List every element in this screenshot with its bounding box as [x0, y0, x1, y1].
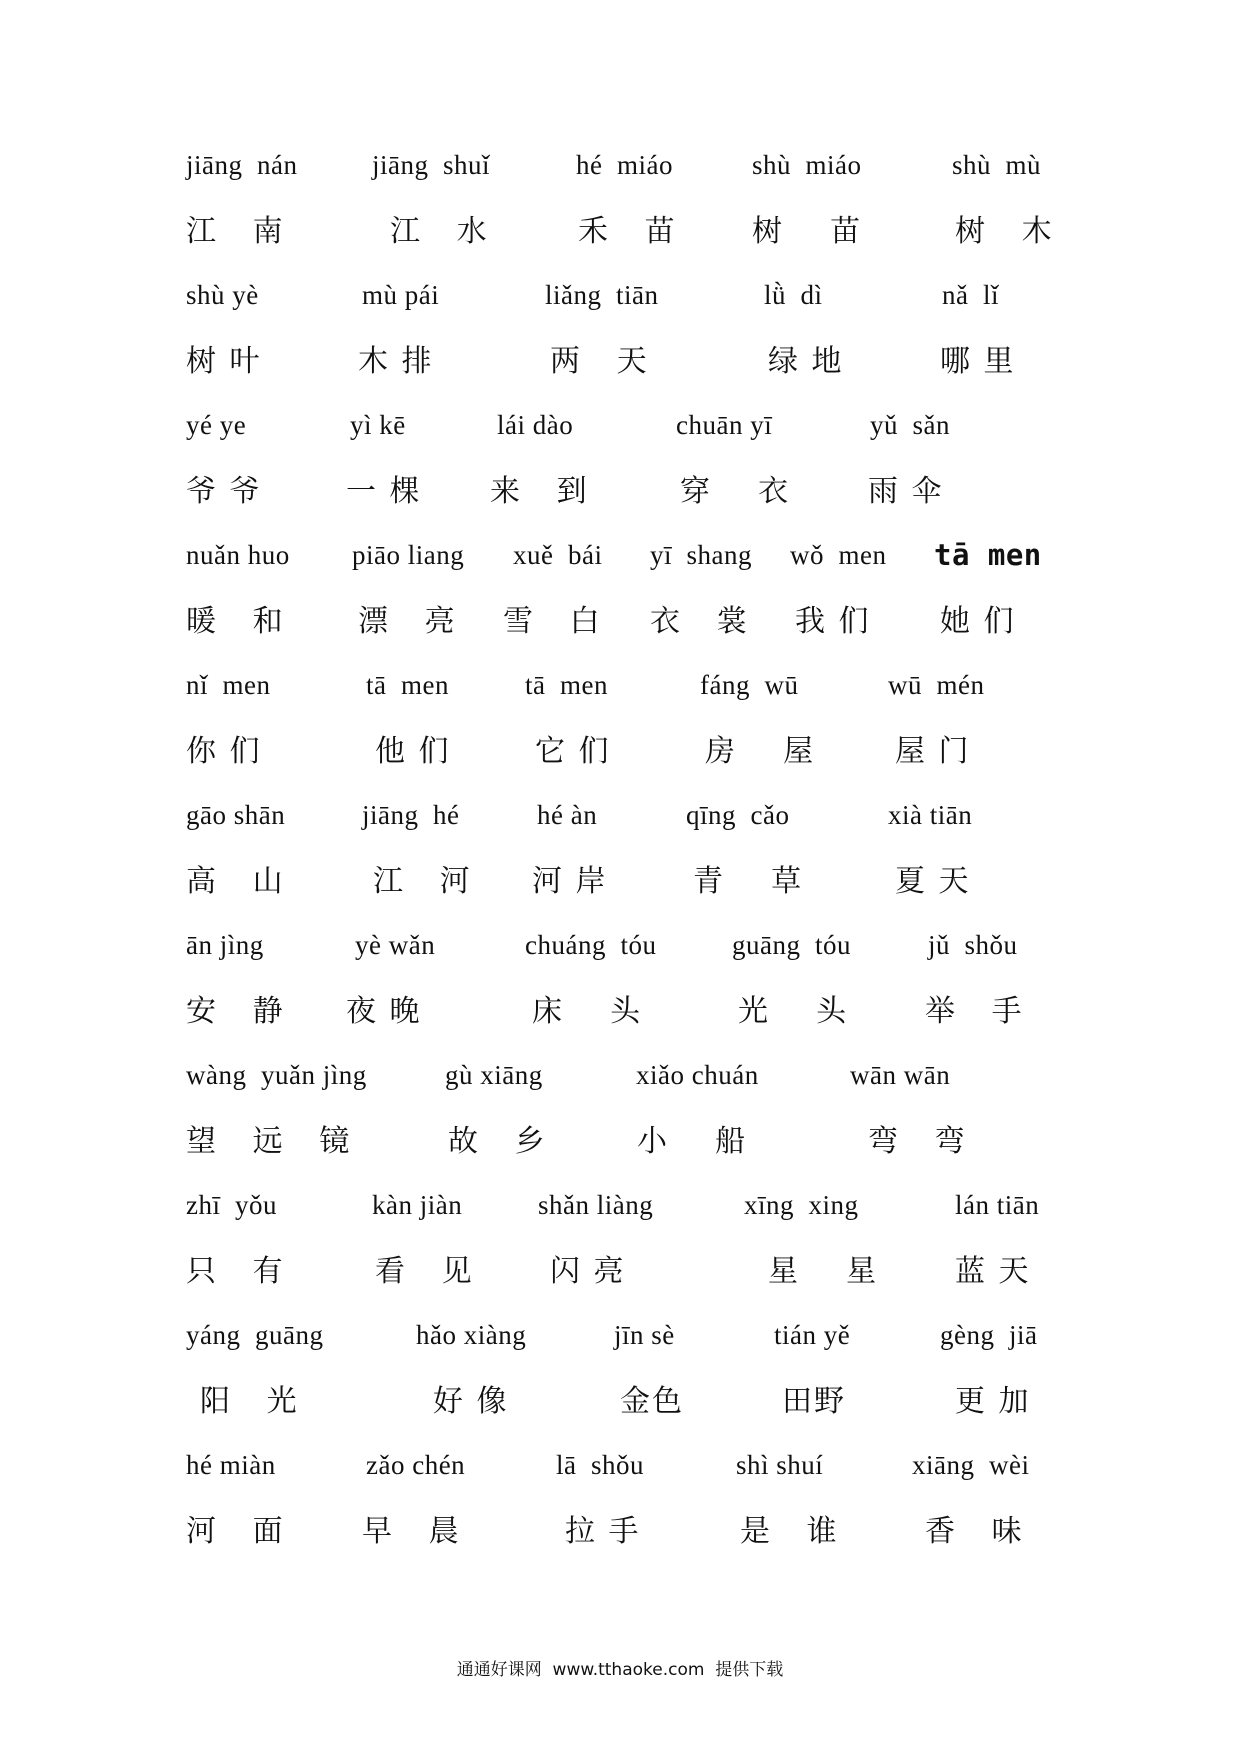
pinyin-word: xiāng wèi: [912, 1450, 1030, 1480]
pinyin-word: tián yě: [774, 1320, 851, 1350]
hanzi-word: 光 头: [738, 994, 849, 1029]
hanzi-word: 高 山: [186, 864, 285, 899]
hanzi-word: 拉 手: [565, 1514, 641, 1549]
hanzi-word: 雪 白: [503, 604, 602, 639]
hanzi-word: 早 晨: [362, 1514, 461, 1549]
hanzi-row: [0, 730, 1240, 780]
hanzi-word: 我 们: [795, 604, 871, 639]
hanzi-word: 阳 光: [200, 1384, 299, 1419]
hanzi-word: 望 远 镜: [186, 1124, 352, 1159]
pinyin-word: wān wān: [850, 1060, 951, 1090]
hanzi-row: [0, 990, 1240, 1040]
pinyin-word: xià tiān: [888, 800, 973, 830]
hanzi-word: 香 味: [925, 1514, 1024, 1549]
hanzi-word: 好 像: [433, 1384, 509, 1419]
hanzi-word: 爷 爷: [186, 474, 262, 509]
hanzi-word: 衣 裳: [650, 604, 749, 639]
hanzi-word: 夏 天: [895, 864, 971, 899]
pinyin-word: zhī yǒu: [186, 1190, 277, 1220]
pinyin-row: [0, 145, 1240, 195]
hanzi-word: 床 头: [532, 994, 643, 1029]
hanzi-word: 树 叶: [186, 344, 262, 379]
pinyin-word: liǎng tiān: [545, 280, 659, 310]
hanzi-word: 举 手: [925, 994, 1024, 1029]
hanzi-word: 你 们: [186, 734, 262, 769]
hanzi-word: 夜 晚: [346, 994, 422, 1029]
pinyin-word: tā men: [366, 670, 449, 700]
pinyin-word: jiāng nán: [186, 150, 298, 180]
pinyin-row: [0, 1445, 1240, 1495]
pinyin-word: yī shang: [650, 540, 752, 570]
pinyin-word: zǎo chén: [366, 1450, 466, 1480]
hanzi-word: 它 们: [535, 734, 611, 769]
hanzi-row: [0, 1510, 1240, 1560]
hanzi-word: 故 乡: [448, 1124, 547, 1159]
pinyin-word: tā men: [934, 538, 1042, 572]
pinyin-word: wàng yuǎn jìng: [186, 1060, 367, 1090]
pinyin-word: chuáng tóu: [525, 930, 657, 960]
hanzi-word: 田野: [782, 1384, 846, 1419]
hanzi-word: 穿 衣: [680, 474, 791, 509]
pinyin-word: shù yè: [186, 280, 259, 310]
pinyin-word: nǎ lǐ: [942, 280, 999, 310]
pinyin-word: wū mén: [888, 670, 985, 700]
hanzi-word: 哪 里: [940, 344, 1016, 379]
pinyin-word: yǔ sǎn: [870, 410, 950, 440]
pinyin-row: [0, 405, 1240, 455]
hanzi-word: 看 见: [375, 1254, 474, 1289]
hanzi-word: 来 到: [490, 474, 589, 509]
pinyin-word: shǎn liàng: [538, 1190, 654, 1220]
pinyin-row: [0, 275, 1240, 325]
hanzi-word: 禾 苗: [578, 214, 677, 249]
pinyin-word: gāo shān: [186, 800, 286, 830]
hanzi-word: 闪 亮: [550, 1254, 626, 1289]
pinyin-word: piāo liang: [352, 540, 465, 570]
pinyin-row: [0, 535, 1240, 585]
hanzi-word: 暖 和: [186, 604, 285, 639]
pinyin-row: [0, 1055, 1240, 1105]
hanzi-row: [0, 470, 1240, 520]
pinyin-word: jǔ shǒu: [928, 930, 1018, 960]
pinyin-word: qīng cǎo: [686, 800, 790, 830]
pinyin-word: shù miáo: [752, 150, 862, 180]
pinyin-word: lǜ dì: [764, 280, 823, 310]
pinyin-word: mù pái: [362, 280, 440, 310]
hanzi-row: [0, 340, 1240, 390]
hanzi-word: 树 木: [955, 214, 1054, 249]
pinyin-word: jiāng hé: [362, 800, 460, 830]
hanzi-word: 星 星: [768, 1254, 879, 1289]
hanzi-word: 木 排: [358, 344, 434, 379]
hanzi-word: 只 有: [186, 1254, 285, 1289]
pinyin-word: yáng guāng: [186, 1320, 324, 1350]
hanzi-row: [0, 600, 1240, 650]
pinyin-word: chuān yī: [676, 410, 773, 440]
hanzi-row: [0, 210, 1240, 260]
pinyin-word: lái dào: [497, 410, 574, 440]
hanzi-row: [0, 1250, 1240, 1300]
pinyin-word: wǒ men: [790, 540, 887, 570]
pinyin-word: xīng xing: [744, 1190, 859, 1220]
pinyin-word: lán tiān: [955, 1190, 1040, 1220]
pinyin-word: xuě bái: [513, 540, 603, 570]
pinyin-word: hǎo xiàng: [416, 1320, 527, 1350]
hanzi-word: 漂 亮: [358, 604, 457, 639]
pinyin-word: fáng wū: [700, 670, 799, 700]
pinyin-word: lā shǒu: [556, 1450, 644, 1480]
hanzi-word: 小 船: [637, 1124, 748, 1159]
pinyin-word: jiāng shuǐ: [372, 150, 490, 180]
hanzi-word: 是 谁: [740, 1514, 839, 1549]
hanzi-row: [0, 860, 1240, 910]
pinyin-row: [0, 665, 1240, 715]
hanzi-word: 河 岸: [532, 864, 608, 899]
hanzi-word: 江 河: [373, 864, 472, 899]
pinyin-word: hé miàn: [186, 1450, 276, 1480]
hanzi-row: [0, 1120, 1240, 1170]
hanzi-word: 青 草: [693, 864, 804, 899]
pinyin-row: [0, 1315, 1240, 1365]
hanzi-word: 树 苗: [752, 214, 863, 249]
pinyin-word: xiǎo chuán: [636, 1060, 759, 1090]
pinyin-row: [0, 1185, 1240, 1235]
pinyin-word: nǐ men: [186, 670, 271, 700]
hanzi-word: 蓝 天: [955, 1254, 1031, 1289]
pinyin-row: [0, 925, 1240, 975]
hanzi-word: 两 天: [550, 344, 649, 379]
pinyin-word: shù mù: [952, 150, 1042, 180]
pinyin-word: ān jìng: [186, 930, 264, 960]
hanzi-word: 一 棵: [346, 474, 422, 509]
pinyin-word: yé ye: [186, 410, 247, 440]
hanzi-word: 屋 门: [895, 734, 971, 769]
pinyin-row: [0, 795, 1240, 845]
pinyin-word: yè wǎn: [355, 930, 436, 960]
hanzi-row: [0, 1380, 1240, 1430]
page-footer: 通通好课网 www.tthaoke.com 提供下载: [456, 1660, 784, 1680]
hanzi-word: 绿 地: [768, 344, 844, 379]
pinyin-word: hé àn: [537, 800, 598, 830]
pinyin-word: gèng jiā: [940, 1320, 1038, 1350]
hanzi-word: 更 加: [955, 1384, 1031, 1419]
pinyin-word: nuǎn huo: [186, 540, 290, 570]
hanzi-word: 安 静: [186, 994, 285, 1029]
pinyin-word: guāng tóu: [732, 930, 851, 960]
hanzi-word: 房 屋: [705, 734, 816, 769]
pinyin-word: tā men: [525, 670, 608, 700]
pinyin-word: shì shuí: [736, 1450, 824, 1480]
hanzi-word: 江 南: [186, 214, 285, 249]
pinyin-word: jīn sè: [614, 1320, 675, 1350]
hanzi-word: 他 们: [375, 734, 451, 769]
hanzi-word: 河 面: [186, 1514, 285, 1549]
pinyin-word: yì kē: [350, 410, 406, 440]
hanzi-word: 弯 弯: [868, 1124, 967, 1159]
hanzi-word: 金色: [620, 1384, 684, 1419]
hanzi-word: 雨 伞: [868, 474, 944, 509]
hanzi-word: 江 水: [390, 214, 489, 249]
hanzi-word: 她 们: [940, 604, 1016, 639]
pinyin-word: kàn jiàn: [372, 1190, 463, 1220]
pinyin-word: gù xiāng: [445, 1060, 543, 1090]
pinyin-word: hé miáo: [576, 150, 673, 180]
